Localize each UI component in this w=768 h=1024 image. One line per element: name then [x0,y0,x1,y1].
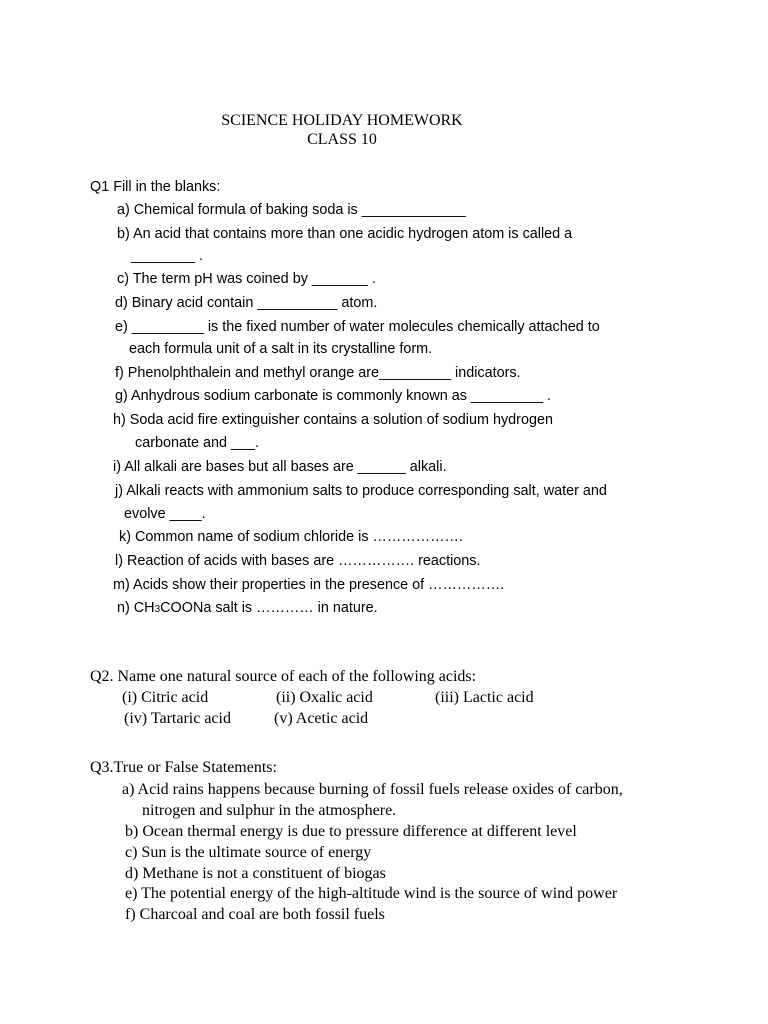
q2-option-ii: (ii) Oxalic acid [276,689,373,706]
document-title: SCIENCE HOLIDAY HOMEWORK [221,112,463,129]
q1-item-i: i) All alkali are bases but all bases are ______ alkali. [113,459,447,475]
q2-option-i: (i) Citric acid [122,689,209,706]
q1-item-g: g) Anhydrous sodium carbonate is commonly known as _________ . [115,388,551,404]
q1-item-b-line1: b) An acid that contains more than one acidic hydrogen atom is called a [117,226,573,242]
q1-item-h-line1: h) Soda acid fire extinguisher contains a solution of sodium hydrogen [113,412,553,428]
q3-item-b: b) Ocean thermal energy is due to pressure difference at different level [125,823,577,840]
q2-option-v: (v) Acetic acid [274,710,369,727]
q1-item-n-suffix: Na salt is ………… in nature. [192,600,378,616]
q2-option-iv: (iv) Tartaric acid [124,710,231,727]
q1-item-j-line2: evolve ____. [124,506,206,522]
q1-item-l: l) Reaction of acids with bases are ……………. reactions. [115,553,481,569]
q1-item-j-line1: j) Alkali reacts with ammonium salts to produce corresponding salt, water and [115,483,607,499]
q3-heading: Q3.True or False Statements: [90,759,277,776]
q1-item-d: d) Binary acid contain __________ atom. [115,295,378,311]
q1-item-k: k) Common name of sodium chloride is ………………. [119,529,463,545]
q1-item-a: a) Chemical formula of baking soda is _____________ [117,202,466,218]
q3-item-a-line2: nitrogen and sulphur in the atmosphere. [142,802,397,819]
q2-heading: Q2. Name one natural source of each of the following acids: [90,668,477,685]
q1-item-e-line2: each formula unit of a salt in its crystalline form. [129,341,433,357]
q1-item-f: f) Phenolphthalein and methyl orange are_________ indicators. [115,365,521,381]
q1-heading: Q1 Fill in the blanks: [90,179,221,195]
q3-item-d: d) Methane is not a constituent of biogas [125,865,386,882]
q3-item-a-line1: a) Acid rains happens because burning of fossil fuels release oxides of carbon, [122,781,623,798]
q1-item-m: m) Acids show their properties in the presence of ……………. [113,577,505,593]
q1-item-n-subscript: 3 [154,604,161,615]
q1-item-n-mid: COO [160,600,193,616]
q3-item-c: c) Sun is the ultimate source of energy [125,844,372,861]
q1-item-h-line2: carbonate and ___. [135,435,260,451]
q1-item-n [117,601,378,615]
class-label: CLASS 10 [307,131,377,148]
q2-option-iii: (iii) Lactic acid [435,689,534,706]
q1-item-b-line2: ________ . [131,248,204,264]
q1-item-e-line1: e) _________ is the fixed number of water molecules chemically attached to [115,319,600,335]
q3-item-e: e) The potential energy of the high-altitude wind is the source of wind power [125,885,618,902]
q1-item-n-prefix: n) CH [117,600,155,616]
q3-item-f: f) Charcoal and coal are both fossil fuels [125,906,385,923]
q1-item-c: c) The term pH was coined by _______ . [117,271,376,287]
